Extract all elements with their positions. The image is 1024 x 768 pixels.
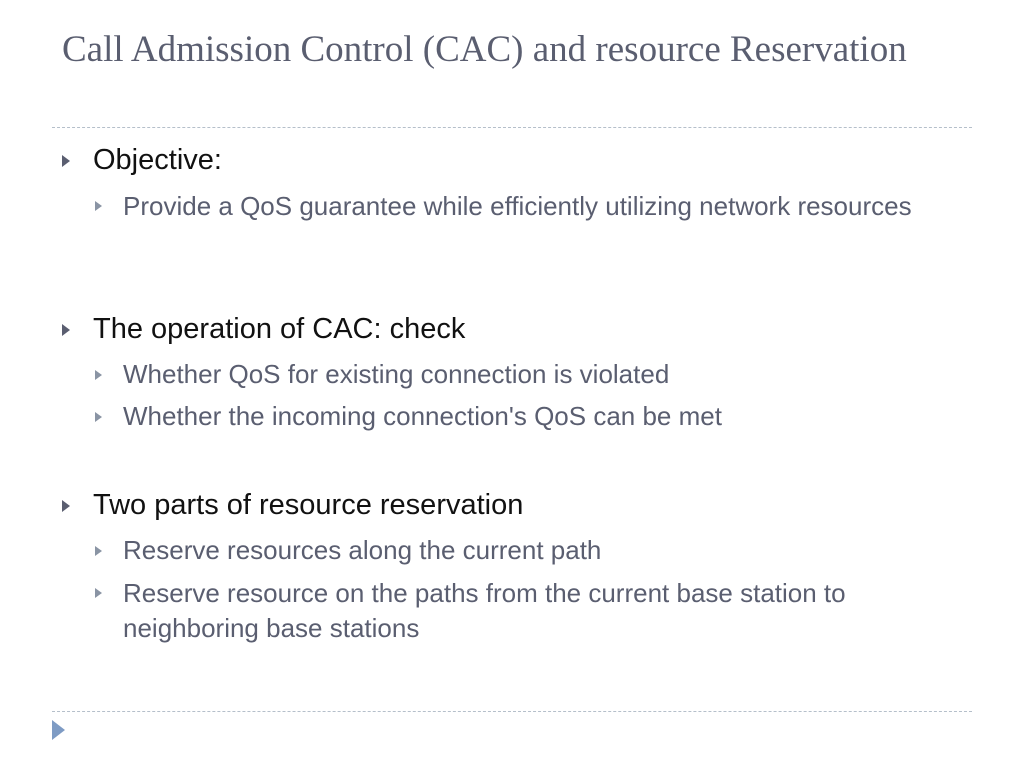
footer-divider	[52, 711, 972, 712]
triangle-bullet-icon	[62, 155, 70, 167]
triangle-bullet-icon	[62, 324, 70, 336]
triangle-bullet-icon	[95, 370, 102, 380]
bullet-objective: Objective:	[93, 144, 222, 176]
triangle-bullet-icon	[95, 588, 102, 598]
triangle-bullet-icon	[95, 412, 102, 422]
triangle-bullet-icon	[95, 201, 102, 211]
triangle-bullet-icon	[62, 500, 70, 512]
sub-bullet-neighboring-paths: Reserve resource on the paths from the current base station to neighboring base stations	[123, 578, 846, 643]
bullet-cac-operation: The operation of CAC: check	[93, 313, 466, 345]
triangle-bullet-icon	[95, 546, 102, 556]
sub-bullet-existing-connection: Whether QoS for existing connection is violated	[123, 359, 670, 389]
play-arrow-icon[interactable]	[52, 720, 65, 740]
sub-bullet-qos-guarantee: Provide a QoS guarantee while efficiently utilizing network resources	[123, 191, 912, 221]
title-divider	[52, 127, 972, 128]
sub-bullet-incoming-connection: Whether the incoming connection's QoS can be met	[123, 401, 722, 431]
sub-bullet-current-path: Reserve resources along the current path	[123, 535, 602, 565]
slide-title: Call Admission Control (CAC) and resource Reservation	[62, 29, 907, 70]
bullet-resource-reservation: Two parts of resource reservation	[93, 489, 524, 521]
